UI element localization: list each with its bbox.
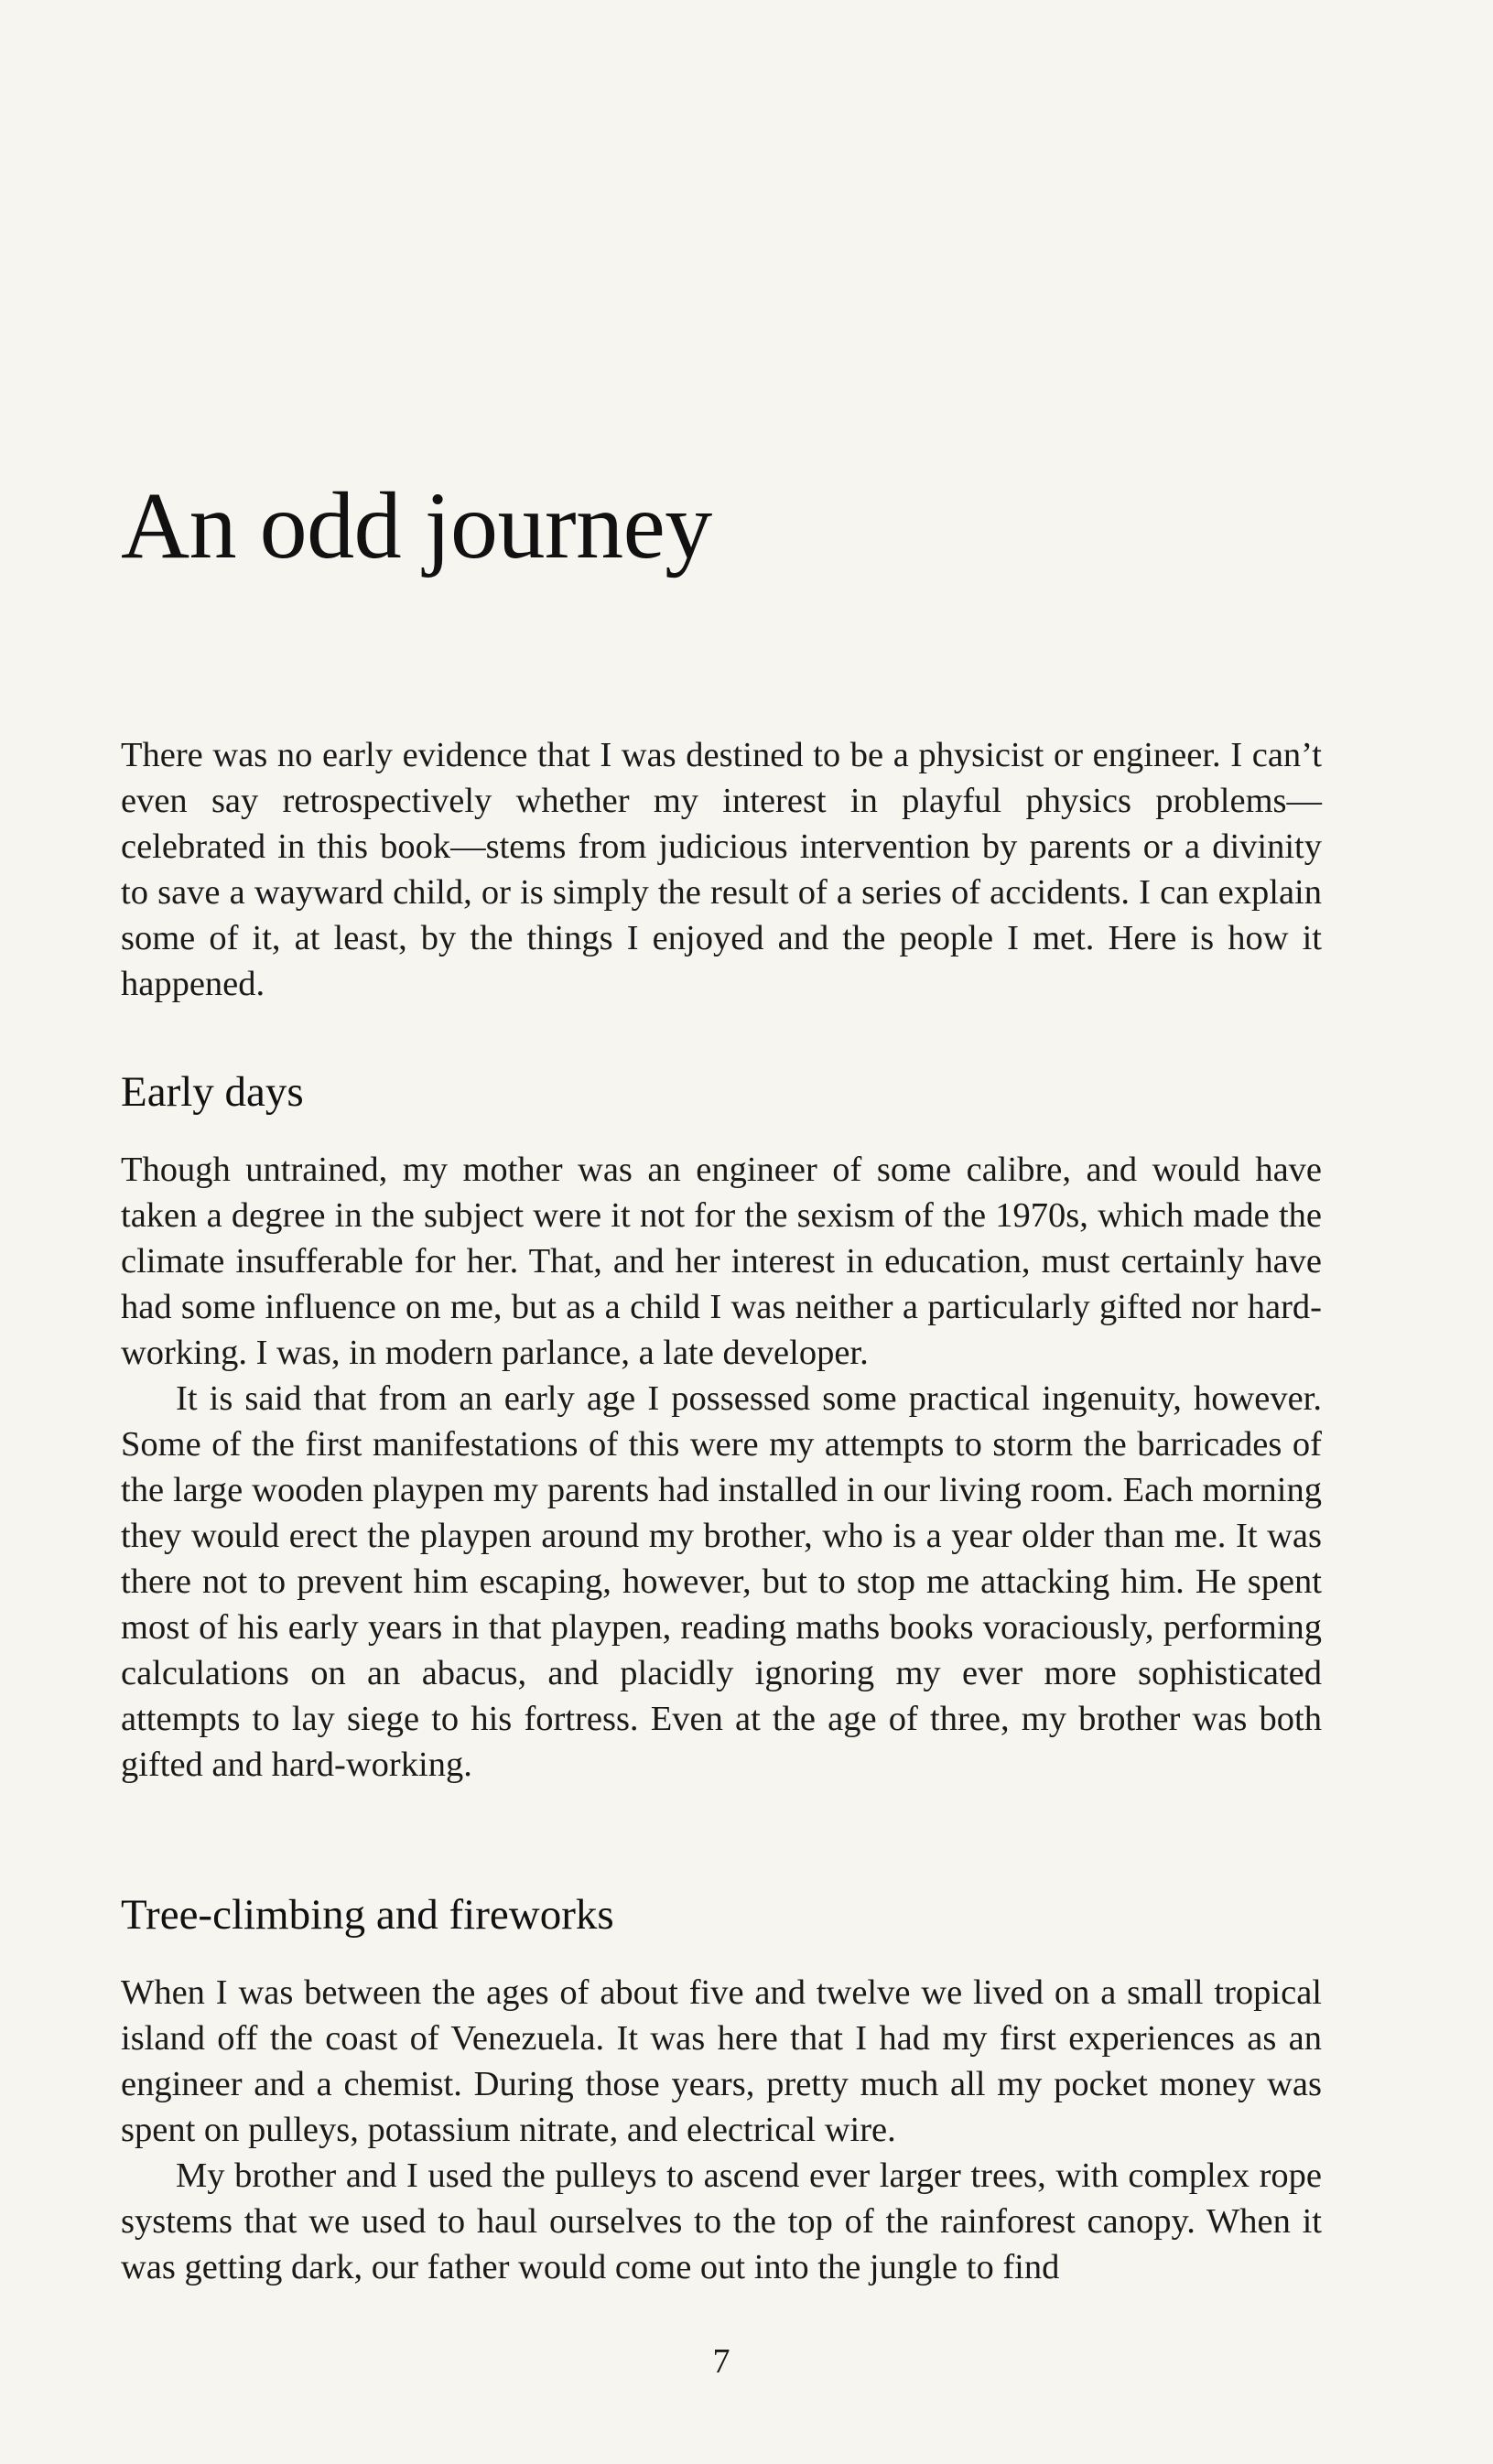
paragraph: When I was between the ages of about five and twelve we lived on a small tropical island off the coast of Venezuela. It was here that I had my first experiences as an engineer and a chemist. During those years, pretty much all my pocket money was spent on pulleys, potassium nitrate, and electrical wire. (121, 1973, 1322, 2149)
section-heading-early-days: Early days (121, 1068, 304, 1116)
intro-paragraph: There was no early evidence that I was destined to be a physicist or engineer. I can’t even say retrospectively whether my interest in playful physics problems—celebrated in this book—stems from judicious intervention by parents or a divinity to save a wayward child, or is simply the result of a series of accidents. I can explain some of it, at least, by the things I enjoyed and the people I met. Here is how it happened. (121, 736, 1322, 1003)
section-early-days-heading-wrap (121, 1064, 1322, 1119)
intro-section (121, 732, 1322, 1007)
section-early-days (121, 1147, 1322, 1788)
paragraph: It is said that from an early age I possessed some practical ingenuity, however. Some of the first manifestations of this were my attempts to storm the barricades of the large wooden playpen my parents had installed in our living room. Each morning they would erect the playpen around my brother, who is a year older than me. It was there not to prevent him escaping, however, but to stop me attacking him. He spent most of his early years in that playpen, reading maths books voraciously, performing calculations on an abacus, and placidly ignoring my ever more sophisticated attempts to lay siege to his fortress. Even at the age of three, my brother was both gifted and hard-working. (121, 1379, 1322, 1784)
paragraph: My brother and I used the pulleys to ascend ever larger trees, with complex rope systems that we used to haul ourselves to the top of the rainforest canopy. When it was getting dark, our father would come out into the jungle to find (121, 2156, 1322, 2286)
book-page (121, 0, 1322, 2464)
section-tree-climbing-heading-wrap (121, 1887, 1322, 1942)
paragraph: Though untrained, my mother was an engineer of some calibre, and would have taken a degree in the subject were it not for the sexism of the 1970s, which made the climate insufferable for her. That, and her interest in education, must certainly have had some influence on me, but as a child I was neither a particularly gifted nor hard-working. I was, in modern parlance, a late developer. (121, 1151, 1322, 1372)
section-heading-tree-climbing: Tree-climbing and fireworks (121, 1891, 614, 1939)
chapter-title: An odd journey (121, 473, 712, 578)
section-tree-climbing (121, 1970, 1322, 2290)
page-number: 7 (712, 2342, 730, 2381)
